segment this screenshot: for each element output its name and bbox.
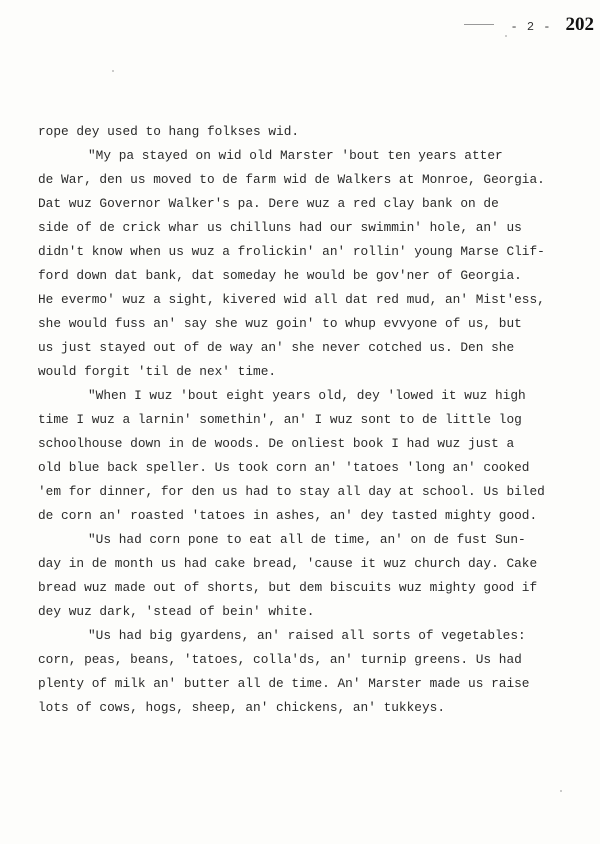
text-line: ford down dat bank, dat someday he would be gov'ner of Georgia. [38,268,522,283]
body-text [38,120,570,720]
header-rule [464,24,494,25]
text-line: de corn an' roasted 'tatoes in ashes, an' dey tasted mighty good. [38,508,538,523]
paper-speck [560,790,562,792]
text-line: He evermo' wuz a sight, kivered wid all dat red mud, an' Mist'ess, [38,292,545,307]
paper-speck [112,70,114,72]
text-line: "When I wuz 'bout eight years old, dey 'lowed it wuz high [88,388,526,403]
text-line: she would fuss an' say she wuz goin' to whup evvyone of us, but [38,316,522,331]
folio-number: 202 [565,14,594,35]
paragraph [38,384,570,528]
text-line: didn't know when us wuz a frolickin' an' rollin' young Marse Clif- [38,244,545,259]
text-line: day in de month us had cake bread, 'cause it wuz church day. Cake [38,556,538,571]
paragraph [38,624,570,720]
text-line: Dat wuz Governor Walker's pa. Dere wuz a red clay bank on de [38,196,499,211]
text-line: "My pa stayed on wid old Marster 'bout ten years atter [88,148,503,163]
paragraph [38,120,570,144]
text-line: corn, peas, beans, 'tatoes, colla'ds, an' turnip greens. Us had [38,652,522,667]
page-header [510,14,594,36]
text-line: "Us had corn pone to eat all de time, an' on de fust Sun- [88,532,526,547]
text-line: us just stayed out of de way an' she never cotched us. Den she [38,340,515,355]
paper-speck [505,35,507,37]
paragraph [38,144,570,384]
text-line: bread wuz made out of shorts, but dem biscuits wuz mighty good if [38,580,538,595]
text-line: rope dey used to hang folkses wid. [38,124,300,139]
text-line: "Us had big gyardens, an' raised all sorts of vegetables: [88,628,526,643]
text-line: old blue back speller. Us took corn an' 'tatoes 'long an' cooked [38,460,530,475]
text-line: schoolhouse down in de woods. De onliest book I had wuz just a [38,436,515,451]
text-line: plenty of milk an' butter all de time. An' Marster made us raise [38,676,530,691]
paragraph [38,528,570,624]
text-line: de War, den us moved to de farm wid de Walkers at Monroe, Georgia. [38,172,545,187]
text-line: would forgit 'til de nex' time. [38,364,277,379]
text-line: time I wuz a larnin' somethin', an' I wuz sont to de little log [38,412,522,427]
text-line: side of de crick whar us chilluns had our swimmin' hole, an' us [38,220,522,235]
page-number: - 2 - [510,20,552,34]
text-line: dey wuz dark, 'stead of bein' white. [38,604,315,619]
text-line: lots of cows, hogs, sheep, an' chickens, an' tukkeys. [38,700,446,715]
text-line: 'em for dinner, for den us had to stay all day at school. Us biled [38,484,545,499]
